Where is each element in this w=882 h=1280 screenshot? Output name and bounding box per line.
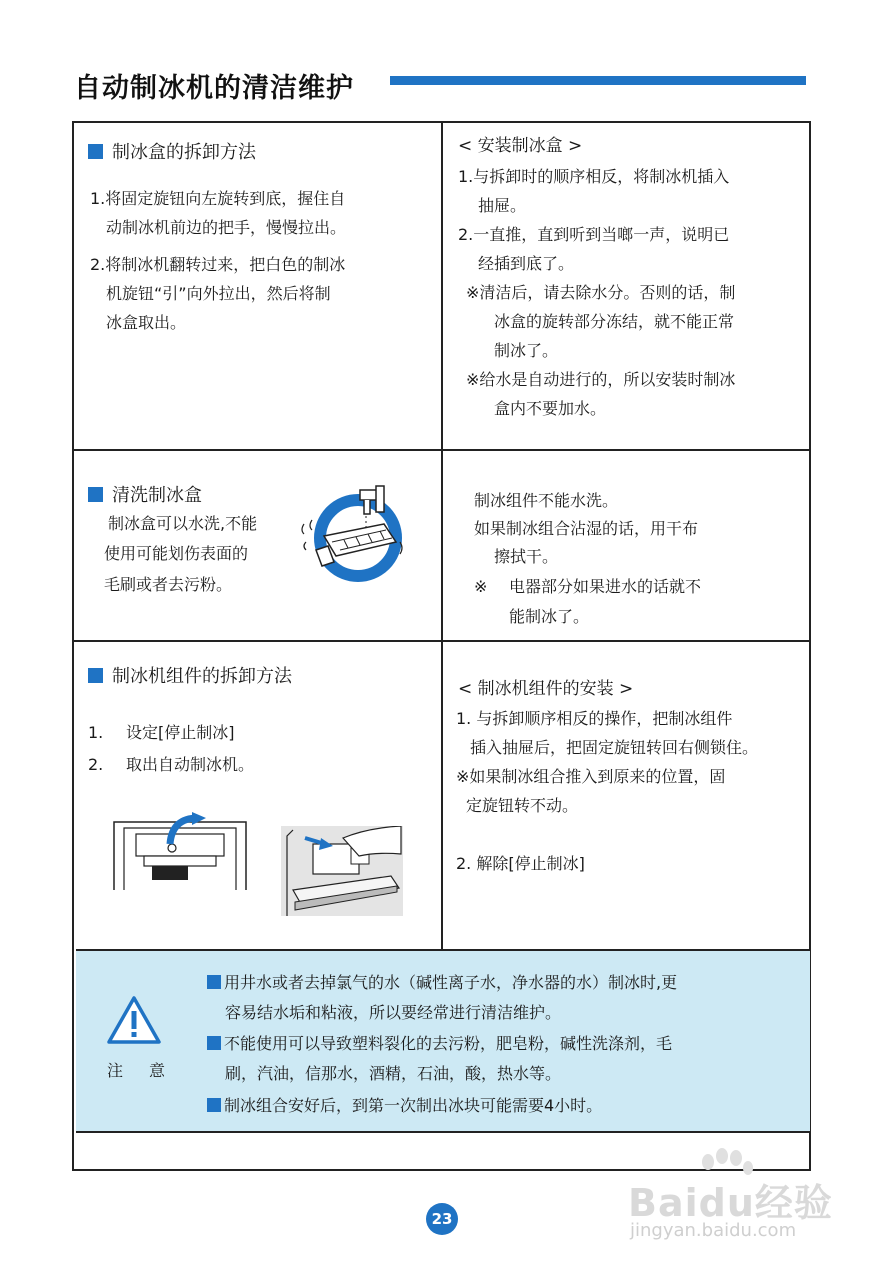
assembly-removal-step-number: 2. — [88, 755, 104, 774]
ice-box-install-line: 制冰了。 — [494, 341, 559, 360]
assembly-removal-heading: 制冰机组件的拆卸方法 — [88, 662, 292, 688]
assembly-install-heading: < 制冰机组件的安装 > — [458, 679, 634, 699]
bullet-square-icon — [88, 668, 103, 683]
assembly-wash-note-mark: ※ — [474, 577, 488, 596]
ice-box-install-heading: < 安装制冰盒 > — [458, 136, 583, 156]
caution-item: 不能使用可以导致塑料裂化的去污粉，肥皂粉，碱性洗涤剂，毛 — [207, 1031, 672, 1054]
page-number: 23 — [426, 1203, 458, 1235]
caution-item-continued: 刷，汽油，信那水，酒精，石油，酸，热水等。 — [225, 1064, 562, 1083]
washing-ice-tray-illustration — [296, 484, 408, 592]
row-divider-1 — [72, 449, 811, 451]
ice-box-removal-line: 2.将制冰机翻转过来，把白色的制冰 — [90, 255, 346, 274]
ice-box-removal-line: 动制冰机前边的把手，慢慢拉出。 — [106, 218, 347, 237]
ice-box-install-line: 1.与拆卸时的顺序相反，将制冰机插入 — [458, 167, 730, 186]
freezer-compartment-illustration — [110, 812, 250, 892]
bullet-square-icon — [88, 144, 103, 159]
wash-ice-box-heading: 清洗制冰盒 — [88, 481, 202, 507]
assembly-wash-line: 能制冰了。 — [509, 607, 590, 626]
assembly-install-line: 1. 与拆卸顺序相反的操作，把制冰组件 — [456, 709, 733, 728]
assembly-wash-line: 擦拭干。 — [494, 547, 559, 566]
drawer-removal-illustration — [281, 826, 403, 916]
caution-item: 制冰组合安好后，到第一次制出冰块可能需要4小时。 — [207, 1093, 602, 1116]
caution-item: 用井水或者去掉氯气的水（碱性离子水，净水器的水）制冰时,更 — [207, 970, 677, 993]
ice-box-install-line: 盒内不要加水。 — [494, 399, 607, 418]
ice-box-install-line: ※给水是自动进行的，所以安装时制冰 — [466, 370, 736, 389]
assembly-install-line: ※如果制冰组合推入到原来的位置，固 — [456, 767, 726, 786]
assembly-install-line: 定旋钮转不动。 — [466, 796, 579, 815]
bullet-square-icon — [207, 975, 221, 989]
bullet-square-icon — [88, 487, 103, 502]
caution-item-continued: 容易结水垢和粘液，所以要经常进行清洁维护。 — [225, 1003, 562, 1022]
wash-ice-box-line: 制冰盒可以水洗,不能 — [108, 514, 258, 533]
title-accent-bar — [390, 76, 806, 85]
ice-box-install-line: 冰盒的旋转部分冻结，就不能正常 — [494, 312, 735, 331]
assembly-install-line: 插入抽屉后，把固定旋钮转回右侧锁住。 — [470, 738, 759, 757]
assembly-install-line: 2. 解除[停止制冰] — [456, 854, 585, 873]
assembly-wash-line: 制冰组件不能水洗。 — [474, 491, 619, 510]
wash-ice-box-line: 毛刷或者去污粉。 — [104, 575, 233, 594]
row-divider-2 — [72, 640, 811, 642]
assembly-removal-step-number: 1. — [88, 723, 104, 742]
ice-box-install-line: ※清洁后，请去除水分。否则的话，制 — [466, 283, 736, 302]
column-divider — [441, 121, 443, 950]
wash-ice-box-line: 使用可能划伤表面的 — [104, 544, 249, 563]
ice-box-removal-line: 机旋钮“引”向外拉出，然后将制 — [106, 284, 331, 303]
ice-box-removal-line: 冰盒取出。 — [106, 313, 187, 332]
assembly-wash-line: 如果制冰组合沾湿的话，用干布 — [474, 519, 699, 538]
assembly-removal-step-text: 设定[停止制冰] — [126, 723, 235, 742]
ice-box-install-line: 抽屉。 — [478, 196, 527, 215]
assembly-removal-step-text: 取出自动制冰机。 — [126, 755, 255, 774]
page-title: 自动制冰机的清洁维护 — [74, 73, 354, 104]
warning-triangle-icon — [106, 995, 162, 1045]
watermark-brand: Baidu经验 — [628, 1181, 833, 1225]
bullet-square-icon — [207, 1036, 221, 1050]
assembly-wash-line: 电器部分如果进水的话就不 — [509, 577, 702, 596]
caution-label: 注意 — [107, 1061, 192, 1080]
bullet-square-icon — [207, 1098, 221, 1112]
watermark-url: jingyan.baidu.com — [630, 1220, 797, 1241]
ice-box-removal-heading: 制冰盒的拆卸方法 — [88, 138, 256, 164]
ice-box-install-line: 经插到底了。 — [478, 254, 575, 273]
ice-box-removal-line: 1.将固定旋钮向左旋转到底，握住自 — [90, 189, 346, 208]
ice-box-install-line: 2.一直推，直到听到当啷一声，说明已 — [458, 225, 730, 244]
